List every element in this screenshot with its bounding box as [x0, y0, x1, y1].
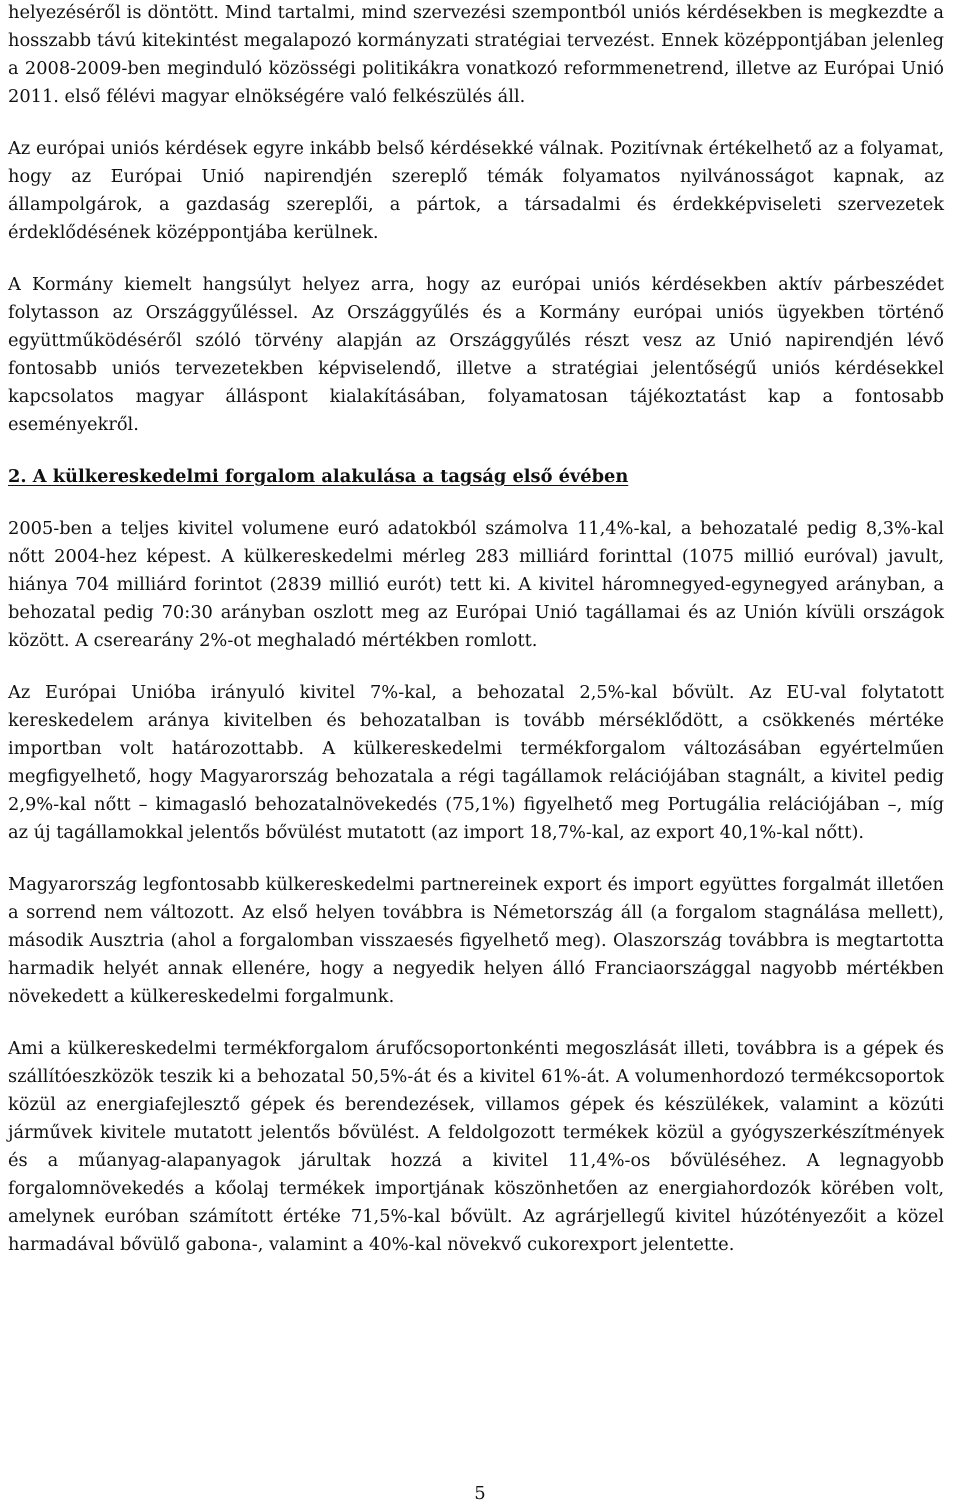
paragraph-eu-trade: Az Európai Unióba irányuló kivitel 7%-kal, a behozatal 2,5%-kal bővült. Az EU-val folytatott kereskedelem aránya kivitelben és behozatalban is tovább mérséklődött, a csökkenés mértéke importban volt határozottabb. A külkereskedelmi termékforgalom változásában egyértelműen megfigyelhető, hogy Magyarország behozatala a régi tagállamok relációjában stagnált, a kivitel pedig 2,9%-kal nőtt – kimagasló behozatalnövekedés (75,1%) figyelhető meg Portugália relációjában –, míg az új tagállamokkal jelentős bővülést mutatott (az import 18,7%-kal, az export 40,1%-kal nőtt).: [8, 682, 944, 843]
paragraph-product-groups: Ami a külkereskedelmi termékforgalom árufőcsoportonkénti megoszlását illeti, továbbra is a gépek és szállítóeszközök teszik ki a behozatal 50,5%-át és a kivitel 61%-át. A volumenhordozó termékcsoportok közül az energiafejlesztő gépek és berendezések, villamos gépek és készülékek, valamint a közúti járművek kivitele mutatott jelentős bővülést. A feldolgozott termékek közül a gyógyszerkészítmények és a műanyag-alapanyagok járultak hozzá a kivitel 11,4%-os bővüléséhez. A legnagyobb forgalomnövekedés a kőolaj termékek importjának köszönhetően az energiahordozók körében volt, amelynek euróban számított értéke 71,5%-kal bővült. Az agrárjellegű kivitel húzótényezőit a közel harmadával bővülő gabona-, valamint a 40%-kal növekvő cukorexport jelentette.: [8, 1038, 944, 1255]
paragraph-parliament-dialogue: A Kormány kiemelt hangsúlyt helyez arra, hogy az európai uniós kérdésekben aktív párbeszédet folytasson az Országgyűléssel. Az Országgyűlés és a Kormány európai uniós ügyekben történő együttműködéséről szóló törvény alapján az Országgyűlés részt vesz az Unió napirendjén lévő fontosabb uniós tervezetekben képviselendő, illetve a stratégiai jelentőségű uniós kérdésekkel kapcsolatos magyar álláspont kialakításában, folyamatosan tájékoztatást kap a fontosabb eseményekről.: [8, 274, 944, 435]
paragraph-trade-partners: Magyarország legfontosabb külkereskedelmi partnereinek export és import együttes forgalmát illetően a sorrend nem változott. Az első helyen továbbra is Németország áll (a forgalom stagnálása mellett), második Ausztria (ahol a forgalomban visszaesés figyelhető meg). Olaszország továbbra is megtartotta harmadik helyét annak ellenére, hogy a negyedik helyen álló Franciaországgal nagyobb mértékben növekedett a külkereskedelmi forgalmunk.: [8, 874, 944, 1007]
paragraph-trade-2005: 2005-ben a teljes kivitel volumene euró adatokból számolva 11,4%-kal, a behozatalé pedig 8,3%-kal nőtt 2004-hez képest. A külkereskedelmi mérleg 283 milliárd forinttal (1075 millió euróval) javult, hiánya 704 milliárd forintot (2839 millió eurót) tett ki. A kivitel háromnegyed-egynegyed arányban, a behozatal pedig 70:30 arányban oszlott meg az Európai Unió tagállamai és az Unión kívüli országok között. A cserearány 2%-ot meghaladó mértékben romlott.: [8, 518, 944, 651]
paragraph-eu-domestic-issues: Az európai uniós kérdések egyre inkább belső kérdésekké válnak. Pozitívnak értékelhető az a folyamat, hogy az Európai Unió napirendjén szereplő témák folyamatos nyilvánosságot kapnak, az állampolgárok, a gazdaság szereplői, a pártok, a társadalmi és érdekképviseleti szervezetek érdeklődésének középpontjába kerülnek.: [8, 138, 944, 243]
page-number: 5: [474, 1483, 486, 1504]
section-heading: 2. A külkereskedelmi forgalom alakulása a tagság első évében: [8, 466, 629, 487]
paragraph-eu-strategy: helyezéséről is döntött. Mind tartalmi, mind szervezési szempontból uniós kérdésekben is megkezdte a hosszabb távú kitekintést megalapozó kormányzati stratégiai tervezést. Ennek középpontjában jelenleg a 2008-2009-ben meginduló közösségi politikákra vonatkozó reformmenetrend, illetve az Európai Unió 2011. első félévi magyar elnökségére való felkészülés áll.: [8, 2, 944, 107]
document-page: [8, 0, 944, 1259]
